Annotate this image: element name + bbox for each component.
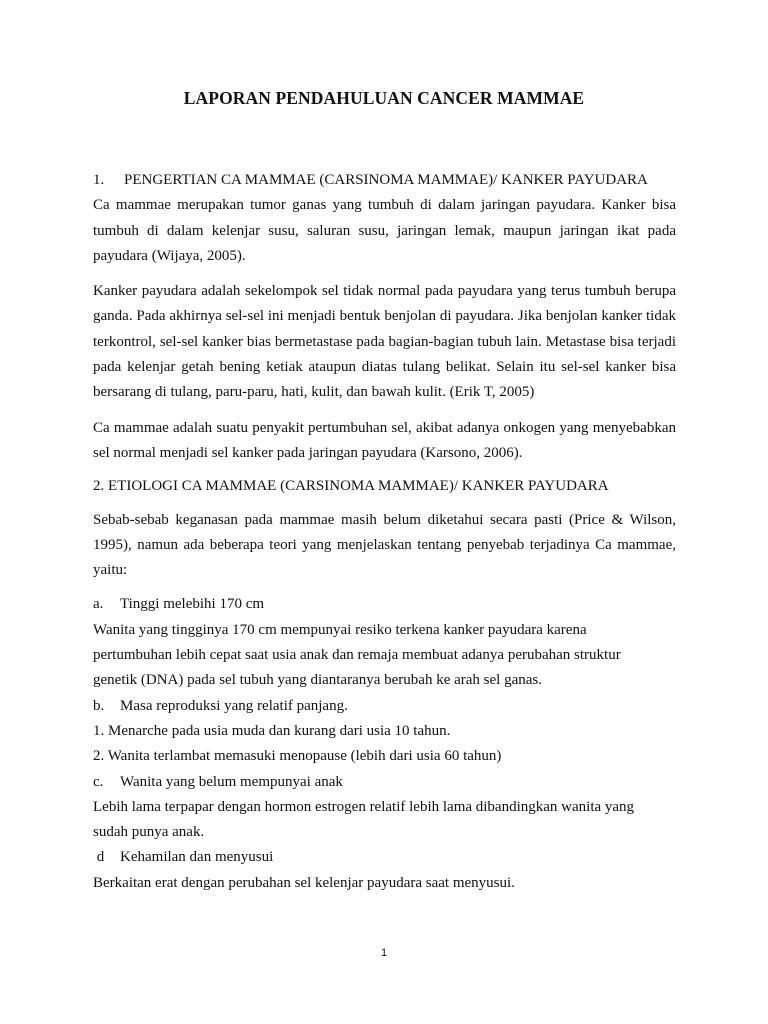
item-a-title: Tinggi melebihi 170 cm <box>120 596 265 613</box>
page-number: 1 <box>380 947 388 959</box>
item-b-label: b. <box>93 697 105 714</box>
item-d-heading <box>93 845 676 870</box>
item-c-title: Wanita yang belum mempunyai anak <box>120 773 343 790</box>
item-c-heading <box>93 770 676 795</box>
item-a-heading <box>93 592 676 617</box>
section-1-paragraph-3: Ca mammae adalah suatu penyakit pertumbuhan sel, akibat adanya onkogen yang menyebabkan sel normal menjadi sel kanker pada jaringan payudara (Karsono, 2006). <box>93 419 676 461</box>
item-c-label: c. <box>93 773 104 790</box>
item-b-subitem: 2. Wanita terlambat memasuki menopause (lebih dari usia 60 tahun) <box>93 748 502 765</box>
section-1-number: 1. <box>93 172 105 188</box>
item-d-label: d <box>93 849 105 866</box>
section-1-paragraph-2: Kanker payudara adalah sekelompok sel tidak normal pada payudara yang terus tumbuh berupa ganda. Pada akhirnya sel-sel ini menjadi bentuk benjolan di payudara. Jika benjolan kanker tidak terkontrol, sel-sel kanker bias bermetastase pada bagian-bagian tubuh lain. Metastase bisa terjadi pada kelenjar getah bening ketiak ataupun diatas tulang belikat. Selain itu sel-sel kanker bisa bersarang di tulang, paru-paru, hati, kulit, dan bawah kulit. (Erik T, 2005) <box>93 283 676 401</box>
item-c-text-line: sudah punya anak. <box>93 824 205 841</box>
item-a-text-line: pertumbuhan lebih cepat saat usia anak dan remaja membuat adanya perubahan struktur <box>93 647 621 664</box>
document-title: LAPORAN PENDAHULUAN CANCER MAMMAE <box>183 88 585 108</box>
item-a-text-line: genetik (DNA) pada sel tubuh yang diantaranya berubah ke arah sel ganas. <box>93 672 542 689</box>
item-d-text-line: Berkaitan erat dengan perubahan sel kelenjar payudara saat menyusui. <box>93 874 515 891</box>
section-2-intro: Sebab-sebab keganasan pada mammae masih belum diketahui secara pasti (Price & Wilson, 1995), namun ada beberapa teori yang menjelaskan tentang penyebab terjadinya Ca mammae, yaitu: <box>93 511 676 579</box>
item-a-label: a. <box>93 596 104 613</box>
section-1-heading <box>93 168 676 193</box>
section-1-paragraph-1: Ca mammae merupakan tumor ganas yang tumbuh di dalam jaringan payudara. Kanker bisa tumbuh di dalam kelenjar susu, saluran susu, jaringan lemak, maupun jaringan ikat pada payudara (Wijaya, 2005). <box>93 197 676 264</box>
section-1-title: PENGERTIAN CA MAMMAE (CARSINOMA MAMMAE)/ KANKER PAYUDARA <box>124 172 648 188</box>
document-body <box>93 168 676 896</box>
section-2-heading: 2. ETIOLOGI CA MAMMAE (CARSINOMA MAMMAE)/ KANKER PAYUDARA <box>93 478 609 495</box>
item-b-subitem: 1. Menarche pada usia muda dan kurang dari usia 10 tahun. <box>93 722 451 739</box>
item-a-text-line: Wanita yang tingginya 170 cm mempunyai resiko terkena kanker payudara karena <box>93 621 587 638</box>
item-b-title: Masa reproduksi yang relatif panjang. <box>120 697 348 714</box>
item-b-heading <box>93 694 676 719</box>
item-c-text-line: Lebih lama terpapar dengan hormon estrogen relatif lebih lama dibandingkan wanita yang <box>93 798 635 815</box>
item-d-title: Kehamilan dan menyusui <box>120 849 274 866</box>
